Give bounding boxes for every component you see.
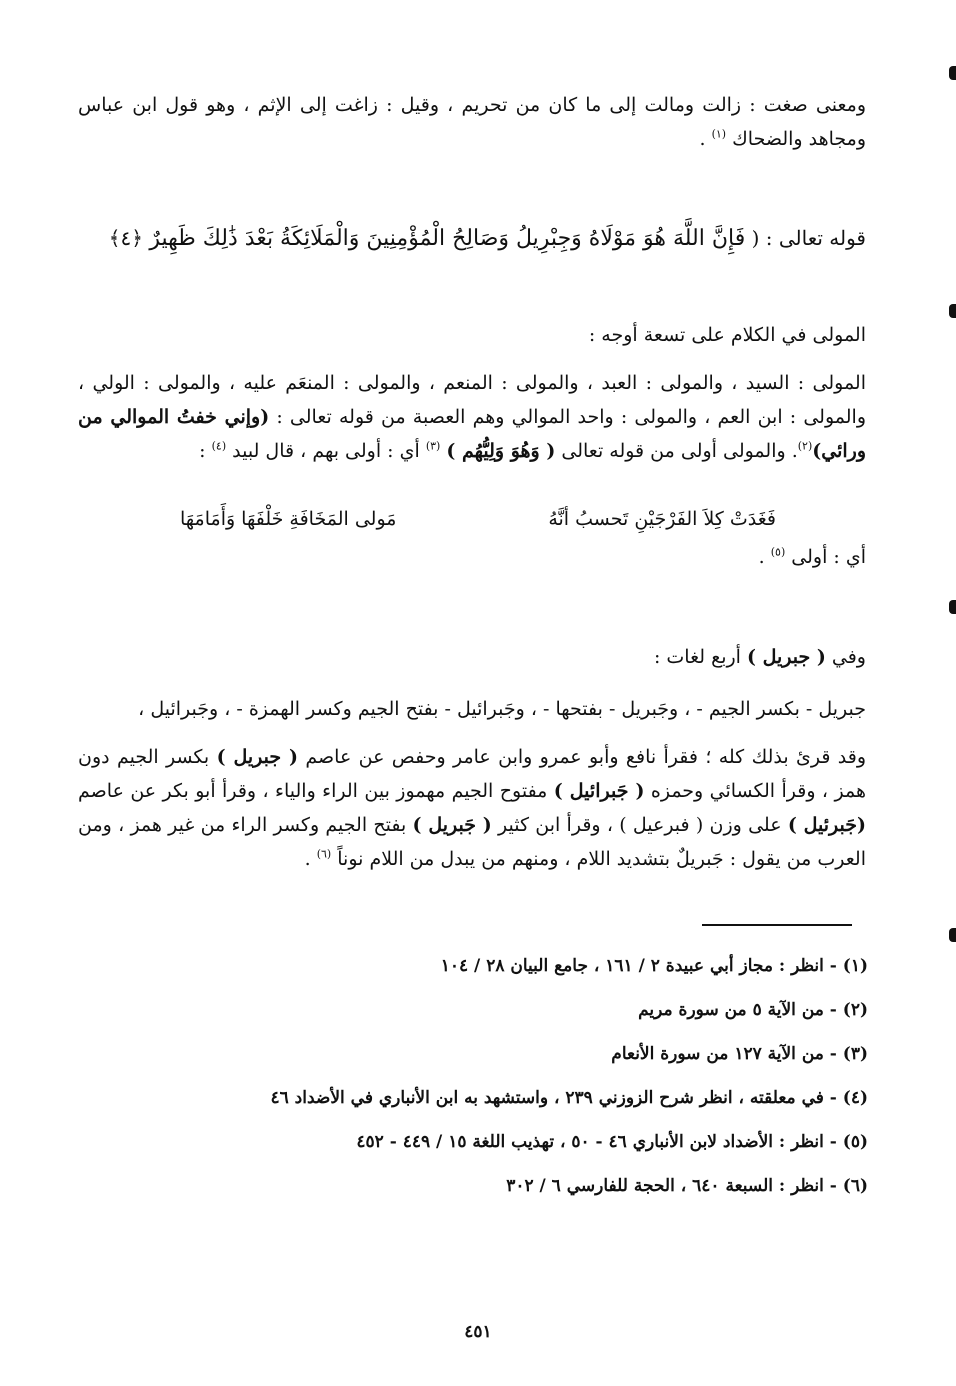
- paragraph-text: بفتح الجيم وكسر الراء من غير همز ، ومن العرب من يقول : جَبريلٌ بتشديد اللام ، ومنهم من يبدل من اللام نوناً: [78, 814, 866, 870]
- quran-ayah-text: فَإِنَّ اللَّهَ هُوَ مَوْلَاهُ وَجِبْرِيلُ وَصَالِحُ الْمُؤْمِنِينَ وَالْمَلَائِكَةُ بَعْدَ ذَٰلِكَ ظَهِيرٌ: [149, 226, 746, 251]
- page-number: ٤٥١: [464, 1322, 492, 1342]
- footnote-ref: (٢): [797, 439, 813, 453]
- footnote-ref: (١): [711, 127, 727, 141]
- paragraph-awla: [78, 540, 866, 574]
- footnote-item: (٦) - انظر : السبعة ٦٤٠ ، الحجة للفارسي ٦ / ٣٠٢: [506, 1176, 868, 1196]
- footnote-ref: (٦): [316, 847, 332, 861]
- paragraph-text: المولى في الكلام على تسعة أوجه :: [588, 324, 866, 346]
- keyword-reading: ( جبريل ): [216, 746, 299, 768]
- paragraph-meaning-of-saghat: [78, 88, 866, 156]
- paragraph-text: أي : أولى بهم ، قال لبيد: [232, 440, 420, 462]
- paragraph-mawla-heading: [78, 318, 866, 352]
- paragraph-text: بكسر الجيم دون همز ، وقرأ الكسائي وحمزه: [78, 746, 866, 802]
- binder-hole-mark: [949, 304, 956, 318]
- footnote-item: (٣) - من الآية ١٢٧ من سورة الأنعام: [611, 1044, 868, 1064]
- poetry-verse: [180, 502, 776, 536]
- paragraph-jibril-readings: [78, 740, 866, 876]
- footnote-item: (١) - انظر : مجاز أبي عبيدة ٢ / ١٦١ ، جامع البيان ٢٨ / ١٠٤: [440, 956, 868, 976]
- paragraph-end: .: [758, 546, 765, 568]
- quran-quote: ( وَهُوَ وَلِيُّهُم ): [446, 440, 556, 462]
- keyword-jibril: ( جبريل ): [746, 646, 826, 668]
- paragraph-text: ومعنى صغت : زالت ومالت إلى ما كان من تحريم ، وقيل : زاغت إلى الإثم ، وهو قول ابن عباس ومجاهد والضحاك: [78, 94, 866, 150]
- paragraph-text: جبريل - بكسر الجيم - ، وجَبريل - بفتحها - ، وجَبرائيل - بفتح الجيم وكسر الهمزة - ، وجَبرائيل ،: [138, 698, 866, 720]
- paragraph-jibril-heading: [78, 640, 866, 674]
- paragraph-text: على وزن ( فبرعيل ) ، وقرأ ابن كثير: [498, 814, 782, 836]
- footnote-separator: [702, 924, 852, 926]
- binder-hole-mark: [949, 66, 956, 80]
- footnote-item: (٥) - انظر : الأضداد لابن الأنباري ٤٦ - ٥٠ ، تهذيب اللغة ١٥ / ٤٤٩ - ٤٥٢: [356, 1132, 868, 1152]
- keyword-reading: ( جَبرائيل ): [553, 780, 645, 802]
- paragraph-text: أربع لغات :: [653, 646, 741, 668]
- paragraph-end: .: [699, 128, 706, 150]
- paragraph-text: وقد قرئ بذلك كله ؛ فقرأ نافع وأبو عمرو وابن عامر وحفص عن عاصم: [305, 746, 867, 768]
- quran-intro: قوله تعالى : (: [751, 226, 866, 250]
- ayah-number-ornament: ﴿٤﴾: [108, 226, 143, 250]
- paragraph-text: . والمولى أولى من قوله تعالى: [561, 440, 798, 462]
- paragraph-mawla-meanings: [78, 366, 866, 468]
- quran-quote: (وإني خفتُ الموالي من ورائي): [78, 406, 866, 462]
- paragraph-text: :: [199, 440, 206, 462]
- keyword-reading: (جَبرئيل ): [787, 814, 866, 836]
- footnote-ref: (٣): [425, 439, 441, 453]
- footnotes: [200, 944, 868, 1208]
- binder-hole-mark: [949, 928, 956, 942]
- keyword-reading: ( جَبريل ): [412, 814, 492, 836]
- paragraph-text: المولى : السيد ، والمولى : العبد ، والمولى : المنعم ، والمولى : المنعَم عليه ، والمولى : الولي ، والمولى : ابن العم ، والمولى : واحد الموالي وهم العصبة من قوله تعالى :: [78, 372, 866, 428]
- paragraph-text: وفي: [831, 646, 866, 668]
- paragraph-text: مفتوح الجيم مهموز بين الراء والياء ، وقرأ أبو بكر عن عاصم: [78, 780, 548, 802]
- footnote-ref: (٤): [211, 439, 227, 453]
- verse-hemistich-second: مَولى المَخَافَةِ خَلْفَهَا وَأَمَامَهَا: [180, 508, 397, 530]
- footnote-item: (٤) - في معلقته ، انظر شرح الزوزني ٢٣٩ ، واستشهد به ابن الأنباري في الأضداد ٤٦: [270, 1088, 868, 1108]
- binder-hole-mark: [949, 600, 956, 614]
- footnote-item: (٢) - من الآية ٥ من سورة مريم: [638, 1000, 868, 1020]
- verse-hemistich-first: فَغَدَتْ كِلاَ الفَرْجَيْنِ تَحسبُ أنَّهُ: [548, 508, 776, 530]
- footnote-ref: (٥): [770, 545, 786, 559]
- paragraph-text: أي : أولى: [791, 546, 866, 568]
- paragraph-end: .: [304, 848, 311, 870]
- paragraph-jibril-variants: [78, 692, 866, 726]
- quran-verse-line: [78, 218, 866, 259]
